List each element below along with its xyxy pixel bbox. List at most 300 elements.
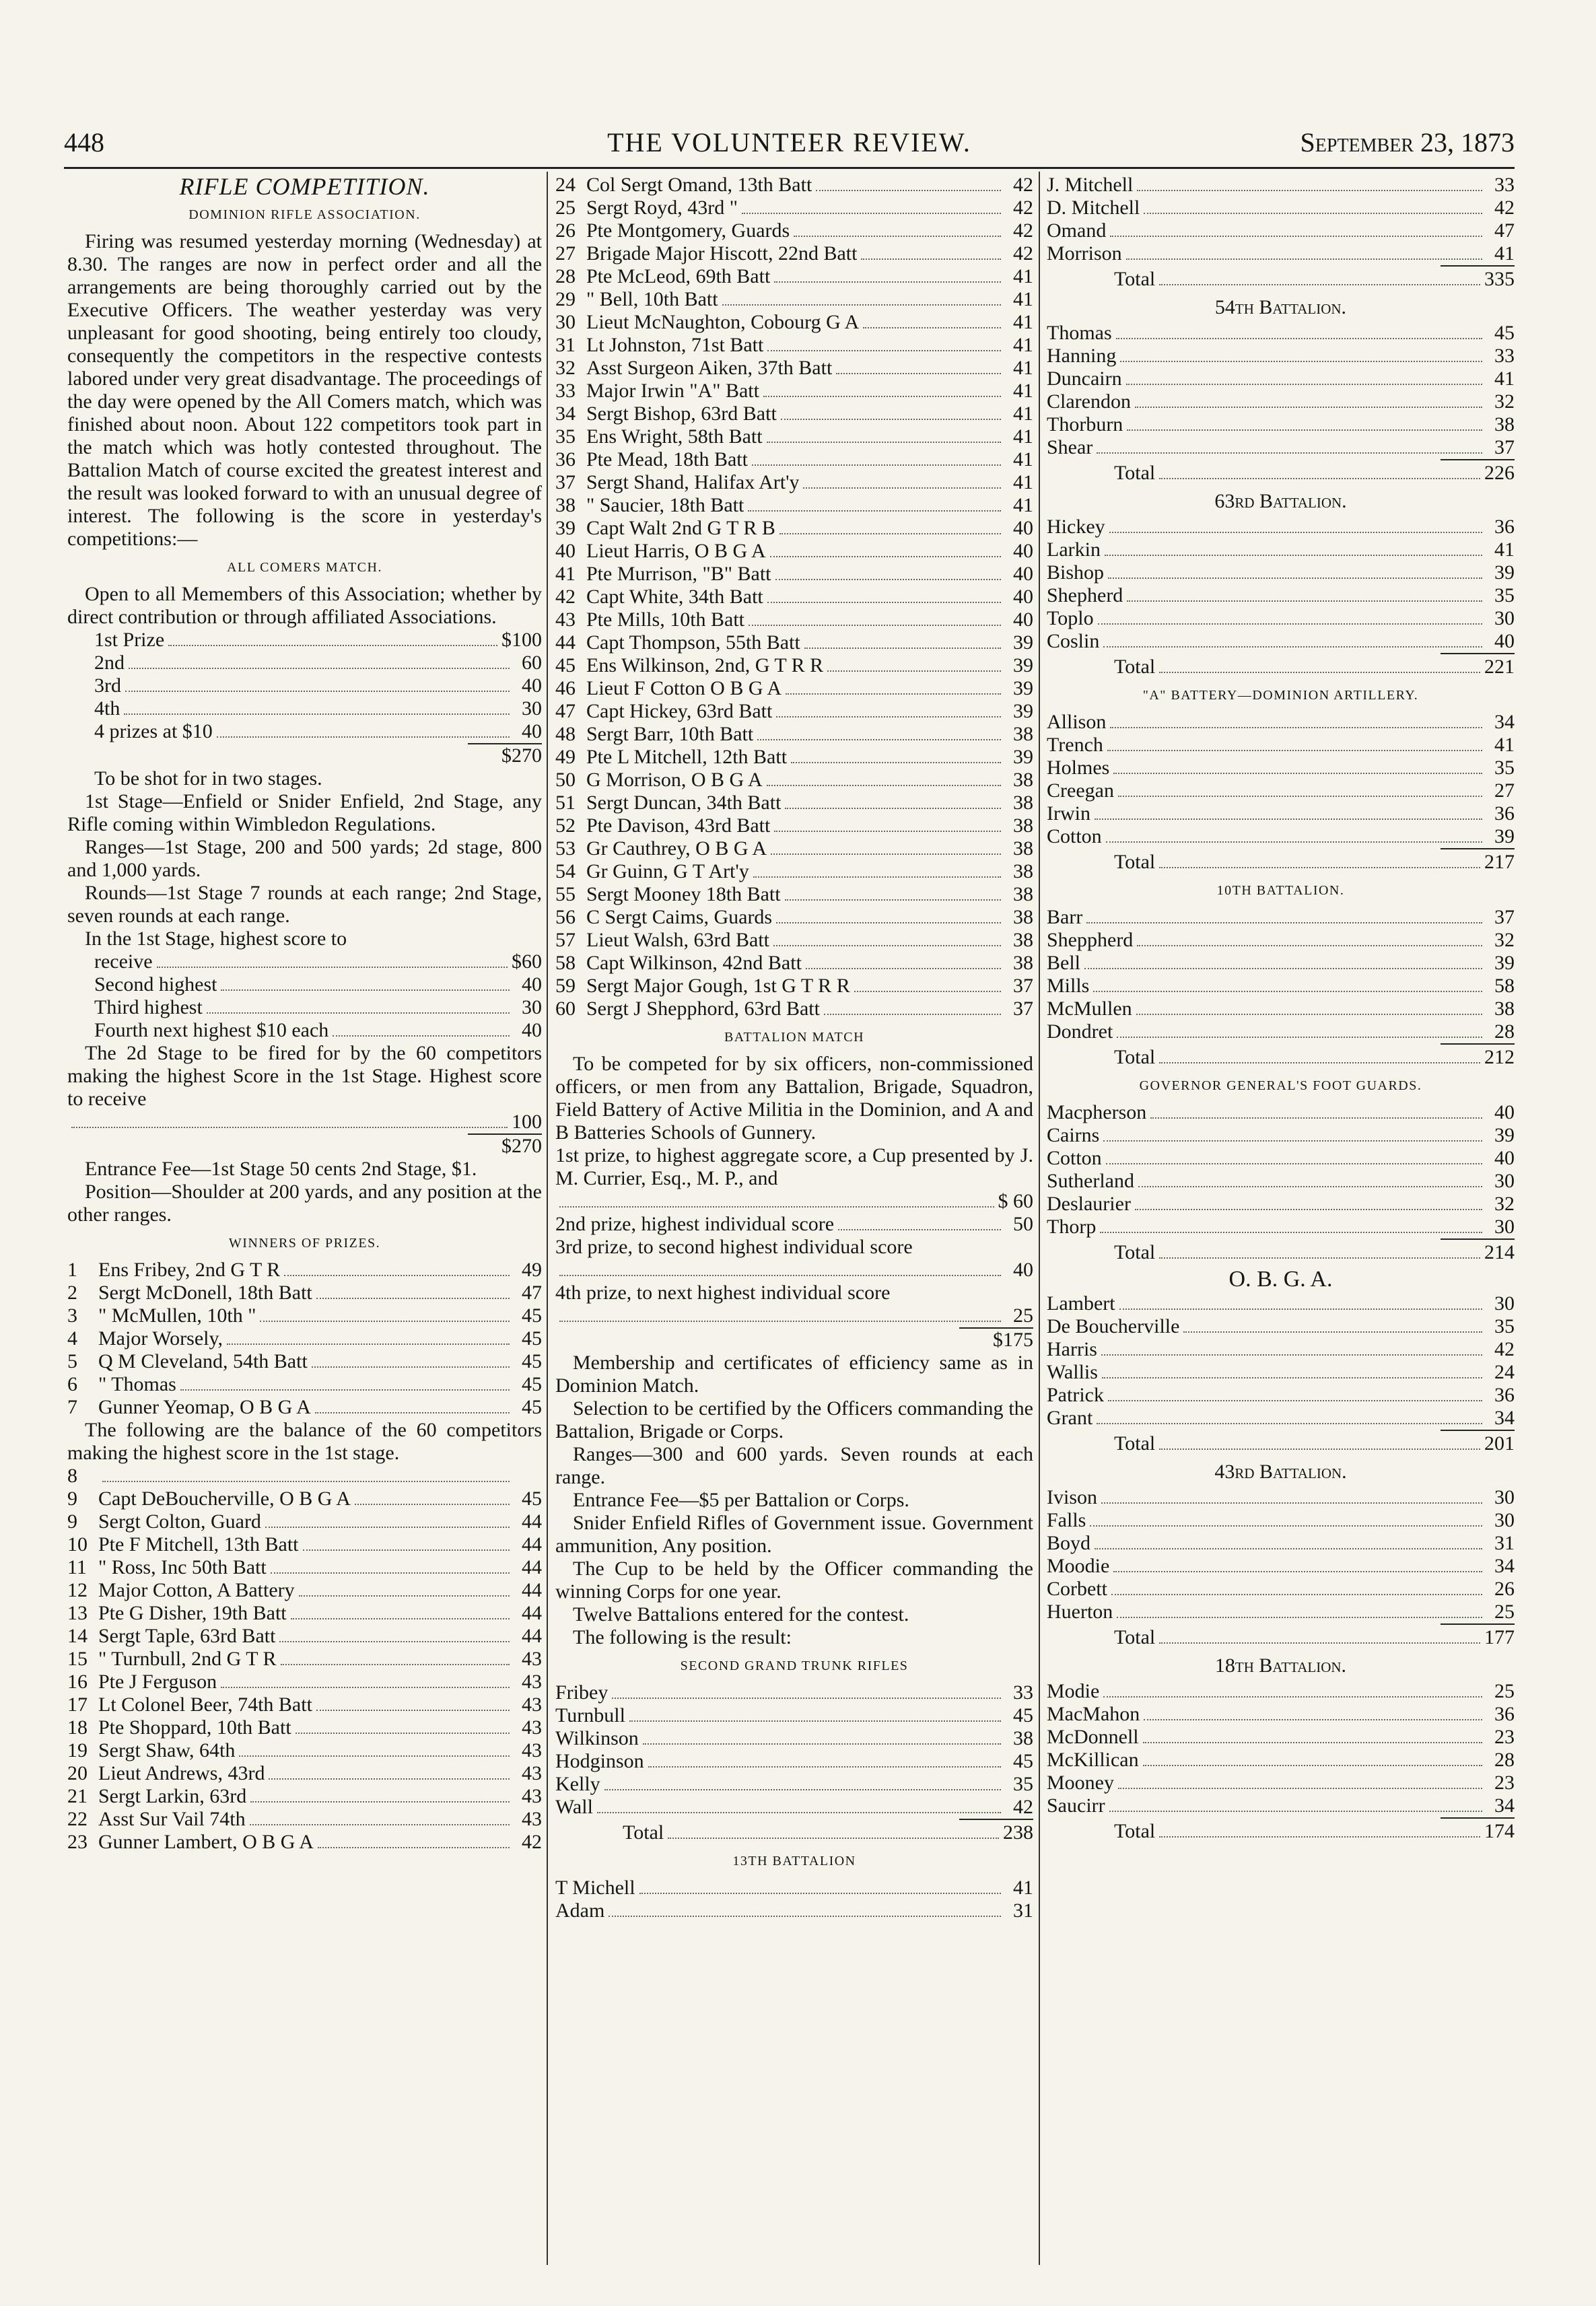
entry-name: " McMullen, 10th "	[98, 1304, 256, 1327]
entry-name: Larkin	[1047, 538, 1101, 561]
competitor-row	[555, 906, 1033, 929]
leader-dots	[648, 1766, 1001, 1768]
competitor-row	[555, 242, 1033, 265]
rank-number: 45	[555, 654, 576, 676]
team-member-row	[1047, 1532, 1515, 1555]
leader-dots	[1101, 1502, 1482, 1504]
winner-row	[67, 1373, 542, 1396]
team-member-row	[1047, 1680, 1515, 1703]
entry-score: 45	[522, 1488, 542, 1510]
entry-score: 45	[1494, 322, 1515, 344]
entry-name: Thorp	[1047, 1216, 1097, 1238]
top-total-row: Total 335	[1114, 268, 1515, 290]
entry-score: 45	[522, 1373, 542, 1395]
competitor-row	[67, 1602, 542, 1625]
entry-score: 30	[1494, 607, 1515, 629]
leader-dots	[1106, 841, 1482, 843]
entry-score: 38	[1494, 998, 1515, 1020]
entry-score: $60	[512, 950, 542, 973]
entry-score: 42	[1494, 197, 1515, 219]
team-member-row	[1047, 998, 1515, 1020]
rank-number: 9	[67, 1488, 77, 1510]
entry-name: Sergt Taple, 63rd Batt	[98, 1625, 276, 1647]
leader-dots	[1117, 1037, 1482, 1038]
entry-name: Sergt Shaw, 64th	[98, 1739, 236, 1761]
competitor-row	[67, 1831, 542, 1854]
leader-dots	[284, 1275, 510, 1276]
leader-dots	[763, 396, 1001, 397]
competitor-row	[555, 769, 1033, 792]
entry-name: Capt Thompson, 55th Batt	[586, 631, 800, 654]
entry-score: 28	[1494, 1749, 1515, 1771]
twelve-text: Twelve Battalions entered for the contest.	[573, 1603, 909, 1626]
entry-name: Thorburn	[1047, 413, 1123, 435]
entry-name: " Saucier, 18th Batt	[586, 494, 744, 516]
rank-number: 37	[555, 471, 576, 493]
competitor-row	[555, 975, 1033, 998]
b54-list	[1047, 322, 1515, 459]
entry-name: Lambert	[1047, 1292, 1115, 1315]
entry-name: Sergt Duncan, 34th Batt	[586, 792, 782, 814]
entry-score: 30	[1494, 1486, 1515, 1508]
competitor-row	[67, 1625, 542, 1648]
leader-dots	[296, 1733, 510, 1734]
team-member-row	[1047, 1361, 1515, 1384]
competitor-row	[555, 723, 1033, 746]
b18-list	[1047, 1680, 1515, 1817]
entry-score: 42	[1494, 1338, 1515, 1360]
entry-name: Pte L Mitchell, 12th Batt	[586, 746, 788, 768]
competitor-row	[555, 311, 1033, 334]
team-member-row	[1047, 1338, 1515, 1361]
rank-number: 2	[67, 1282, 77, 1304]
prize-row	[67, 720, 542, 743]
battalion-paragraph: To be competed for by six officers, non-commissioned officers, or men from any Battalion, Brigade, Squadron, Field Battery of Active Militia in the Dominion, and A and B Batteries Schools of Gunnery.	[555, 1053, 1033, 1144]
entry-score: 41	[1494, 734, 1515, 756]
entry-name: Capt Hickey, 63rd Batt	[586, 700, 773, 722]
entry-score: 36	[1494, 1384, 1515, 1406]
b18-title: 18th Battalion.	[1214, 1654, 1347, 1677]
leader-dots	[757, 739, 1001, 740]
entry-score: 38	[1013, 792, 1033, 814]
rank-number: 43	[555, 608, 576, 631]
leader-dots	[1103, 1140, 1482, 1142]
team-member-row	[555, 1877, 1033, 1899]
leader-dots	[1086, 922, 1482, 923]
entry-score: 40	[1494, 1147, 1515, 1169]
b18-total-row: Total 174	[1114, 1820, 1515, 1842]
foot-guards-title: GOVERNOR GENERAL'S FOOT GUARDS.	[1139, 1078, 1422, 1093]
total-rule	[1441, 265, 1515, 267]
entry-score: 30	[522, 996, 542, 1018]
rank-number: 54	[555, 860, 576, 882]
entry-name: Duncairn	[1047, 368, 1122, 390]
entry-name: Sergt J Shepphord, 63rd Batt	[586, 998, 820, 1020]
rank-number: 53	[555, 837, 576, 860]
prize-total-row: $175	[993, 1329, 1033, 1351]
leader-dots	[1117, 1617, 1482, 1618]
second-stage-amount-row: 100	[67, 1111, 542, 1133]
team-member-row	[1047, 322, 1515, 345]
competitor-row	[555, 746, 1033, 769]
team-member-row	[555, 1796, 1033, 1819]
competitor-row	[555, 860, 1033, 883]
leader-dots	[1095, 1548, 1482, 1549]
competitor-row	[67, 1693, 542, 1716]
leader-dots	[775, 579, 1002, 580]
leader-dots	[1084, 968, 1482, 969]
entry-score: 34	[1494, 711, 1515, 733]
intro-paragraph: Firing was resumed yesterday morning (Wednesday) at 8.30. The ranges are now in perfect order and all the arrangements are being thoroughly carried out by the Executive Officers. The weather yesterday was very unpleasant for good shooting, being entirely too cloudy, consequently the competitors in the respective contests labored under very great disadvantage. The proceedings of the day were opened by the All Comers match, which was finished about noon. About 122 competitors took part in the match which was hotly contested throughout. The Battalion Match of course excited the greatest interest and the result was looked forward to with an unusual degree of interest. The following is the score in yesterday's competitions:—	[67, 230, 542, 550]
entry-name: 4 prizes at $10	[94, 720, 213, 742]
winner-row	[67, 1304, 542, 1327]
rank-number: 21	[67, 1785, 88, 1807]
entry-name: Ivison	[1047, 1486, 1097, 1508]
entry-name: Major Irwin "A" Batt	[586, 380, 759, 402]
obga-list	[1047, 1292, 1515, 1430]
entry-name: G Morrison, O B G A	[586, 769, 763, 791]
entry-score: 43	[522, 1716, 542, 1739]
rank-number: 52	[555, 814, 576, 837]
entry-score: 24	[1494, 1361, 1515, 1383]
team-member-row	[555, 1773, 1033, 1796]
entry-score: 45	[522, 1304, 542, 1327]
leader-dots	[1111, 1594, 1482, 1595]
rank-number: 13	[67, 1602, 88, 1624]
entry-name: Lieut Harris, O B G A	[586, 540, 766, 562]
entry-score: 41	[1013, 1877, 1033, 1899]
leader-dots	[1090, 1525, 1482, 1527]
competitor-row	[555, 448, 1033, 471]
entry-name: Grant	[1047, 1407, 1093, 1429]
b10-title: 10TH BATTALION.	[1216, 883, 1345, 898]
winners-list	[67, 1259, 542, 1419]
entry-score: 42	[1013, 219, 1033, 242]
entry-name: Corbett	[1047, 1578, 1107, 1600]
leader-dots	[1102, 1377, 1482, 1378]
competitor-row	[67, 1533, 542, 1556]
article-subheading: DOMINION RIFLE ASSOCIATION.	[188, 207, 421, 222]
entry-score: 41	[1013, 471, 1033, 493]
prize2-row: 2nd prize, highest individual score 50	[555, 1213, 1033, 1235]
entry-score: 32	[1494, 390, 1515, 413]
leader-dots	[785, 899, 1001, 901]
entry-score: 32	[1494, 929, 1515, 951]
winner-row	[67, 1350, 542, 1373]
leader-dots	[180, 1389, 510, 1391]
entry-name: Shepherd	[1047, 584, 1123, 606]
prize4-text: 4th prize, to next highest individual score	[555, 1282, 891, 1304]
competitor-row	[67, 1671, 542, 1693]
b13-title: 13TH BATTALION	[732, 1854, 856, 1868]
result-text: The following is the result:	[573, 1626, 792, 1648]
entry-score: 41	[1013, 448, 1033, 470]
leader-dots	[333, 1035, 510, 1037]
prize-row	[67, 629, 542, 652]
competitor-row	[555, 471, 1033, 494]
leader-dots	[1118, 796, 1482, 797]
b43-list	[1047, 1486, 1515, 1623]
entry-name: MacMahon	[1047, 1703, 1140, 1725]
gtr-list	[555, 1681, 1033, 1819]
entry-score: 47	[522, 1282, 542, 1304]
entry-score: 33	[1494, 174, 1515, 196]
entry-score: 38	[1013, 883, 1033, 905]
entry-name: McMullen	[1047, 998, 1132, 1020]
team-member-row	[1047, 1216, 1515, 1238]
team-member-row	[1047, 1193, 1515, 1216]
competitor-row	[555, 425, 1033, 448]
leader-dots	[355, 1504, 510, 1505]
leader-dots	[239, 1755, 510, 1757]
leader-dots	[767, 785, 1001, 786]
entry-score: 40	[1013, 517, 1033, 539]
ranges-text: Ranges—1st Stage, 200 and 500 yards; 2d stage, 800 and 1,000 yards.	[67, 836, 542, 881]
competitor-row	[67, 1739, 542, 1762]
entry-score: 43	[522, 1739, 542, 1761]
leader-dots	[1138, 1186, 1482, 1187]
leader-dots	[609, 1916, 1001, 1917]
snider-text: Snider Enfield Rifles of Government issue. Government ammunition, Any position.	[555, 1512, 1033, 1557]
entry-name: Pte Mills, 10th Batt	[586, 608, 745, 631]
entry-name: Wall	[555, 1796, 593, 1818]
entry-name: receive	[94, 950, 153, 973]
leader-dots	[1103, 1696, 1482, 1698]
entry-name: Lt Johnston, 71st Batt	[586, 334, 764, 356]
prize-row	[67, 652, 542, 674]
entry-score: 45	[522, 1350, 542, 1372]
rank-number: 5	[67, 1350, 77, 1372]
b54-title: 54th Battalion.	[1214, 296, 1347, 318]
entry-name: Morrison	[1047, 242, 1122, 265]
competitor-row	[555, 357, 1033, 380]
total-rule	[1441, 459, 1515, 460]
entry-name: Hodginson	[555, 1750, 644, 1772]
competitor-row	[67, 1716, 542, 1739]
prize-list	[67, 629, 542, 743]
entry-name: Sergt Mooney 18th Batt	[586, 883, 781, 905]
competitor-row	[555, 998, 1033, 1020]
rank-number: 25	[555, 197, 576, 219]
team-member-row	[1047, 825, 1515, 848]
entry-score: 41	[1013, 494, 1033, 516]
entry-name: Wallis	[1047, 1361, 1098, 1383]
publication-title: THE VOLUNTEER REVIEW.	[607, 127, 971, 158]
rank-number: 51	[555, 792, 576, 814]
entry-name: Pte G Disher, 19th Batt	[98, 1602, 287, 1624]
team-member-row	[1047, 1292, 1515, 1315]
competitor-row	[555, 700, 1033, 723]
competitor-row	[67, 1579, 542, 1602]
entry-name: Modie	[1047, 1680, 1100, 1702]
entry-name: Sutherland	[1047, 1170, 1134, 1192]
entry-name: Second highest	[94, 973, 217, 995]
leader-dots	[771, 853, 1001, 855]
entry-score: 30	[1494, 1292, 1515, 1315]
team-member-row	[1047, 561, 1515, 584]
entry-name: Macpherson	[1047, 1101, 1147, 1123]
prize3-row: 40	[555, 1259, 1033, 1282]
leader-dots	[265, 1527, 510, 1528]
rank-number: 60	[555, 998, 576, 1020]
entry-score: 44	[522, 1533, 542, 1556]
obga-title: O. B. G. A.	[1228, 1267, 1333, 1292]
leader-dots	[1118, 1788, 1482, 1789]
rank-number: 32	[555, 357, 576, 379]
stage-prize-row	[67, 950, 542, 973]
competitor-row	[555, 288, 1033, 311]
leader-dots	[1126, 384, 1482, 385]
rank-number: 26	[555, 219, 576, 242]
entry-name: Cotton	[1047, 1147, 1102, 1169]
entry-score: 43	[522, 1785, 542, 1807]
leader-dots	[1137, 945, 1482, 946]
entry-score: 42	[1013, 174, 1033, 196]
entry-score: 30	[1494, 1170, 1515, 1192]
leader-dots	[1135, 407, 1482, 408]
team-member-row	[1047, 1020, 1515, 1043]
entry-score: 34	[1494, 1555, 1515, 1577]
entry-name: Creegan	[1047, 779, 1114, 802]
entry-name: Pte Murrison, "B" Batt	[586, 563, 771, 585]
rank-number: 23	[67, 1831, 88, 1853]
team-member-row	[1047, 413, 1515, 436]
team-member-row	[1047, 1486, 1515, 1509]
competitor-row	[555, 265, 1033, 288]
leader-dots	[749, 625, 1001, 626]
second-stage-text: The 2d Stage to be fired for by the 60 competitors making the highest Score in the 1st Stage. Highest score to receive	[67, 1042, 542, 1110]
team-member-row	[1047, 734, 1515, 757]
entry-name: Saucirr	[1047, 1794, 1105, 1817]
entry-score: 41	[1013, 288, 1033, 310]
leader-dots	[643, 1743, 1001, 1745]
competitor-row	[67, 1556, 542, 1579]
entry-name: Lieut Walsh, 63rd Batt	[586, 929, 769, 951]
entry-name: McDonnell	[1047, 1726, 1139, 1748]
leader-dots	[1143, 1742, 1482, 1743]
entry-score: 41	[1013, 265, 1033, 287]
team-member-row	[555, 1899, 1033, 1922]
battalion-match-title: BATTALION MATCH	[724, 1030, 865, 1045]
team-member-row	[1047, 757, 1515, 779]
competitor-row	[555, 197, 1033, 219]
entry-score: 38	[1013, 814, 1033, 837]
competitor-row	[555, 929, 1033, 952]
entry-name: Bell	[1047, 952, 1080, 974]
team-member-row	[1047, 197, 1515, 219]
team-member-row	[1047, 630, 1515, 653]
gtr-total-row: Total 238	[623, 1821, 1033, 1844]
leader-dots	[1116, 338, 1482, 339]
entry-score: 41	[1013, 311, 1033, 333]
rank-number: 19	[67, 1739, 88, 1761]
entry-score: 40	[1013, 540, 1033, 562]
b10-list	[1047, 906, 1515, 1043]
entry-score: 38	[1013, 1727, 1033, 1749]
b63-total-row: Total 221	[1114, 656, 1515, 678]
stage-prize-row	[67, 996, 542, 1019]
entry-score: 45	[522, 1396, 542, 1418]
rank-number: 46	[555, 677, 576, 699]
entry-score: 41	[1494, 368, 1515, 390]
entry-score: 41	[1494, 538, 1515, 561]
rank-number: 50	[555, 769, 576, 791]
leader-dots	[1126, 258, 1482, 260]
entry-name: Sergt Colton, Guard	[98, 1510, 261, 1533]
entry-name: Irwin	[1047, 802, 1090, 825]
rank-number: 4	[67, 1327, 77, 1350]
entry-name: Sergt Royd, 43rd "	[586, 197, 738, 219]
entry-score: 44	[522, 1510, 542, 1533]
rank-number: 24	[555, 174, 576, 196]
leader-dots	[281, 1664, 510, 1665]
prize3-text: 3rd prize, to second highest individual score	[555, 1236, 913, 1258]
b63-title: 63rd Battalion.	[1214, 490, 1347, 512]
entry-score: 38	[1013, 860, 1033, 882]
rank-number: 49	[555, 746, 576, 768]
entry-score: 43	[522, 1671, 542, 1693]
entry-score: 39	[1494, 1124, 1515, 1146]
leader-dots	[753, 876, 1001, 878]
total-rule	[1441, 1817, 1515, 1819]
leader-dots	[1097, 452, 1482, 454]
leader-dots	[779, 533, 1001, 534]
entry-name: Trench	[1047, 734, 1103, 756]
prize1-row: $ 60	[555, 1190, 1033, 1213]
rank-number: 41	[555, 563, 576, 585]
team-member-row	[1047, 1772, 1515, 1794]
leader-dots	[804, 648, 1001, 649]
entry-name: T Michell	[555, 1877, 635, 1899]
entry-name: Lieut F Cotton O B G A	[586, 677, 782, 699]
entry-score: 39	[1013, 700, 1033, 722]
rank-number: 39	[555, 517, 576, 539]
competitor-row	[555, 631, 1033, 654]
leader-dots	[767, 442, 1001, 443]
entry-score: 25	[1494, 1680, 1515, 1702]
entry-name: Major Cotton, A Battery	[98, 1579, 295, 1601]
leader-dots	[781, 419, 1001, 420]
entry-name: 2nd	[94, 652, 125, 674]
entry-name: Pte J Ferguson	[98, 1671, 217, 1693]
entry-score: 38	[1013, 769, 1033, 791]
rank-number: 27	[555, 242, 576, 265]
total-rule	[1441, 1043, 1515, 1045]
stage-prize-row	[67, 1019, 542, 1042]
competitor-row	[555, 494, 1033, 517]
entry-name: Gr Guinn, G T Art'y	[586, 860, 749, 882]
team-member-row	[1047, 929, 1515, 952]
leader-dots	[316, 1298, 510, 1299]
rank-number: 35	[555, 425, 576, 448]
leader-dots	[1100, 1232, 1482, 1233]
entry-name: Sergt McDonell, 18th Batt	[98, 1282, 312, 1304]
entry-score: 42	[1013, 197, 1033, 219]
leader-dots	[827, 670, 1001, 672]
team-member-row	[1047, 1726, 1515, 1749]
rank-number: 36	[555, 448, 576, 470]
leader-dots	[1093, 991, 1482, 992]
entry-score: 31	[1013, 1899, 1033, 1922]
entry-name: Toplo	[1047, 607, 1094, 629]
entry-score: 41	[1013, 334, 1033, 356]
position-text: Position—Shoulder at 200 yards, and any position at the other ranges.	[67, 1181, 542, 1226]
leader-dots	[816, 190, 1001, 191]
leader-dots	[1113, 1571, 1482, 1572]
entry-name: Pte Shoppard, 10th Batt	[98, 1716, 291, 1739]
foot-guards-total-row: Total 214	[1114, 1241, 1515, 1263]
winner-row	[67, 1396, 542, 1419]
